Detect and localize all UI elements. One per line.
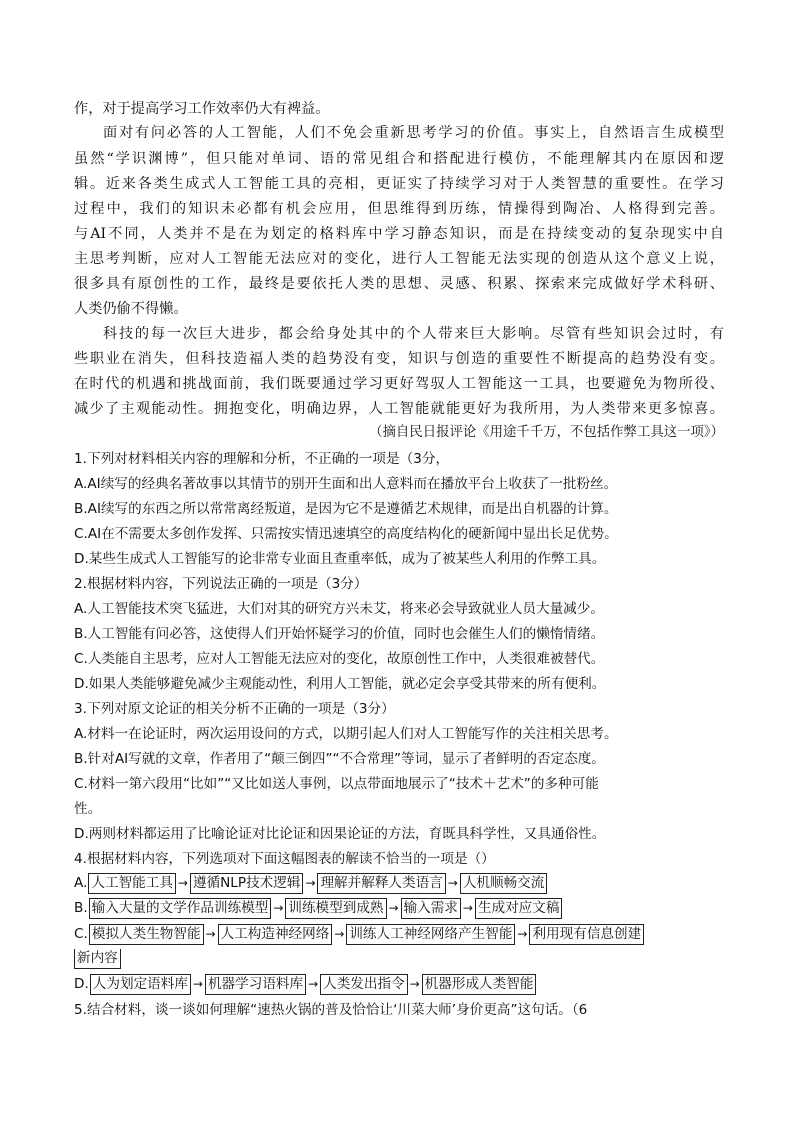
q4-option-d-flow bbox=[74, 972, 724, 996]
option-label: B. bbox=[74, 900, 88, 916]
p1-line-3: 辑。近来各类生成式人工智能工具的亮相，更证实了持续学习对于人类智慧的重要性。在学习 bbox=[74, 176, 724, 192]
q2-option-b: B.人工智能有问必答，这使得人们开始怀疑学习的价值，同时也会催生人们的懒惰情绪。 bbox=[74, 626, 605, 642]
q3-option-d: D.两则材料都运用了比喻论证对比论证和因果论证的方法，育既具科学性，又具通俗性。 bbox=[74, 826, 606, 842]
passage-fragment: 作，对于提高学习工作效率仍大有裨益。 bbox=[74, 101, 330, 117]
q4-option-c-flow-continued bbox=[74, 946, 724, 970]
q3-option-c-continued: 性。 bbox=[74, 801, 102, 817]
flow-step: 输入大量的文学作品训练模型 bbox=[89, 898, 272, 919]
p2-line-1: 科技的每一次巨大进步，都会给身处其中的个人带来巨大影响。尽管有些知识会过时，有 bbox=[103, 326, 724, 342]
arrow-right-icon: → bbox=[273, 901, 284, 915]
flow-step: 训练模型到成熟 bbox=[285, 898, 386, 919]
arrow-right-icon: → bbox=[177, 876, 188, 890]
arrow-right-icon: → bbox=[334, 927, 345, 941]
flow-step: 人为划定语料库 bbox=[90, 974, 191, 995]
q4-stem: 4.根据材料内容，下列选项对下面这幅图表的解读不恰当的一项是（） bbox=[74, 851, 495, 867]
q2-option-d: D.如果人类能够避免减少主观能动性，利用人工智能，就必定会享受其带来的所有便利。 bbox=[74, 676, 606, 692]
arrow-right-icon: → bbox=[462, 901, 473, 915]
flow-step: 人工智能工具 bbox=[88, 873, 176, 894]
flow-step-continuation: 新内容 bbox=[74, 949, 121, 969]
q3-option-b: B.针对AI写就的文章，作者用了“颠三倒四”“不合常理”等词，显示了者鲜明的否定态度。 bbox=[74, 751, 605, 767]
arrow-right-icon: → bbox=[447, 876, 458, 890]
arrow-right-icon: → bbox=[409, 977, 420, 991]
arrow-right-icon: → bbox=[308, 977, 319, 991]
q1-stem: 1.下列对材料相关内容的理解和分析，不正确的一项是（3分， bbox=[74, 451, 450, 467]
p2-line-3: 在时代的机遇和挑战面前，我们既要通过学习更好驾驭人工智能这一工具，也要避免为物所役、 bbox=[74, 376, 724, 392]
q1-option-d: D.某些生成式人工智能写的论非常专业面且查重率低，成为了被某些人利用的作弊工具。 bbox=[74, 551, 606, 567]
q3-stem: 3.下列对原文论证的相关分析不正确的一项是（3分） bbox=[74, 701, 395, 717]
arrow-right-icon: → bbox=[205, 927, 216, 941]
option-label: D. bbox=[74, 976, 89, 992]
p1-line-1: 面对有问必答的人工智能，人们不免会重新思考学习的价值。事实上，自然语言生成模型 bbox=[103, 125, 724, 141]
flow-step: 利用现有信息创建 bbox=[529, 924, 644, 945]
arrow-right-icon: → bbox=[388, 901, 399, 915]
q1-option-b: B.AI续写的东西之所以常常离经叛道，是因为它不是遵循艺术规律，而是出自机器的计算。 bbox=[74, 501, 618, 517]
flow-step: 遵循NLP技术逻辑 bbox=[190, 873, 304, 894]
flow-step: 训练人工神经网络产生智能 bbox=[346, 924, 515, 945]
p1-line-2: 虽然“学识渊博”，但只能对单词、语的常见组合和搭配进行模仿，不能理解其内在原因和逻 bbox=[74, 151, 724, 167]
p1-line-7: 很多具有原创性的工作，最终是要依托人类的思想、灵感、积累、探索来完成做好学术科研、 bbox=[74, 276, 724, 292]
option-label: C. bbox=[74, 926, 88, 942]
p2-line-2: 些职业在消失，但科技造福人类的趋势没有变，知识与创造的重要性不断提高的趋势没有变。 bbox=[74, 351, 724, 367]
p1-line-4: 过程中，我们的知识未必都有机会应用，但思维得到历练，情操得到陶冶、人格得到完善。 bbox=[74, 201, 724, 217]
flow-step: 机器形成人类智能 bbox=[422, 974, 537, 995]
flow-step: 人工构造神经网络 bbox=[218, 924, 333, 945]
flow-step: 机器学习语料库 bbox=[205, 974, 306, 995]
q1-option-c: C.AI在不需要太多创作发挥、只需按实情迅速填空的高度结构化的硬新闻中显出长足优势。 bbox=[74, 526, 618, 542]
flow-step: 生成对应文稿 bbox=[475, 898, 563, 919]
arrow-right-icon: → bbox=[305, 876, 316, 890]
arrow-right-icon: → bbox=[517, 927, 528, 941]
flow-step: 模拟人类生物智能 bbox=[89, 924, 204, 945]
flow-step: 输入需求 bbox=[401, 898, 461, 919]
q4-option-c-flow bbox=[74, 922, 724, 946]
flow-step: 人类发出指令 bbox=[320, 974, 408, 995]
q2-option-c: C.人类能自主思考，应对人工智能无法应对的变化，故原创性工作中，人类很难被替代。 bbox=[74, 651, 605, 667]
option-label: A. bbox=[74, 875, 88, 891]
flow-step: 人机顺畅交流 bbox=[460, 873, 548, 894]
q5-stem: 5.结合材料，谈一谈如何理解“速热火锅的普及恰恰让‘川菜大师’身价更高”这句话。（6 bbox=[74, 1002, 588, 1018]
p1-line-5: 与AI不同，人类并不是在为划定的格料库中学习静态知识，而是在持续变动的复杂现实中自 bbox=[74, 226, 724, 242]
p1-line-6: 主思考判断，应对人工智能无法应对的变化，进行人工智能无法实现的创造从这个意义上说， bbox=[74, 251, 724, 267]
q2-option-a: A.人工智能技术突飞猛进，大们对其的研究方兴未艾，将来必会导致就业人员大量减少。 bbox=[74, 601, 604, 617]
arrow-right-icon: → bbox=[192, 977, 203, 991]
q4-option-b-flow bbox=[74, 896, 724, 920]
q4-option-a-flow bbox=[74, 871, 724, 895]
p1-line-8: 人类仍偷不得懒。 bbox=[74, 301, 188, 317]
p2-line-4: 减少了主观能动性。拥抱变化，明确边界，人工智能就能更好为我所用，为人类带来更多惊喜。 bbox=[74, 401, 724, 417]
q3-option-c: C.材料一第六段用“比如”“又比如送人事例，以点带面地展示了“技术＋艺术”的多种可能 bbox=[74, 776, 599, 792]
flow-step: 理解并解释人类语言 bbox=[317, 873, 445, 894]
source-citation: （摘自民日报评论《用途千千万，不包括作弊工具这一项》） bbox=[369, 425, 724, 440]
q2-stem: 2.根据材料内容，下列说法正确的一项是（3分） bbox=[74, 576, 368, 592]
q1-option-a: A.AI续写的经典名著故事以其情节的别开生面和出人意料而在播放平台上收获了一批粉丝。 bbox=[74, 476, 618, 492]
q3-option-a: A.材料一在论证时，两次运用设问的方式，以期引起人们对人工智能写作的关注相关思考。 bbox=[74, 726, 618, 742]
